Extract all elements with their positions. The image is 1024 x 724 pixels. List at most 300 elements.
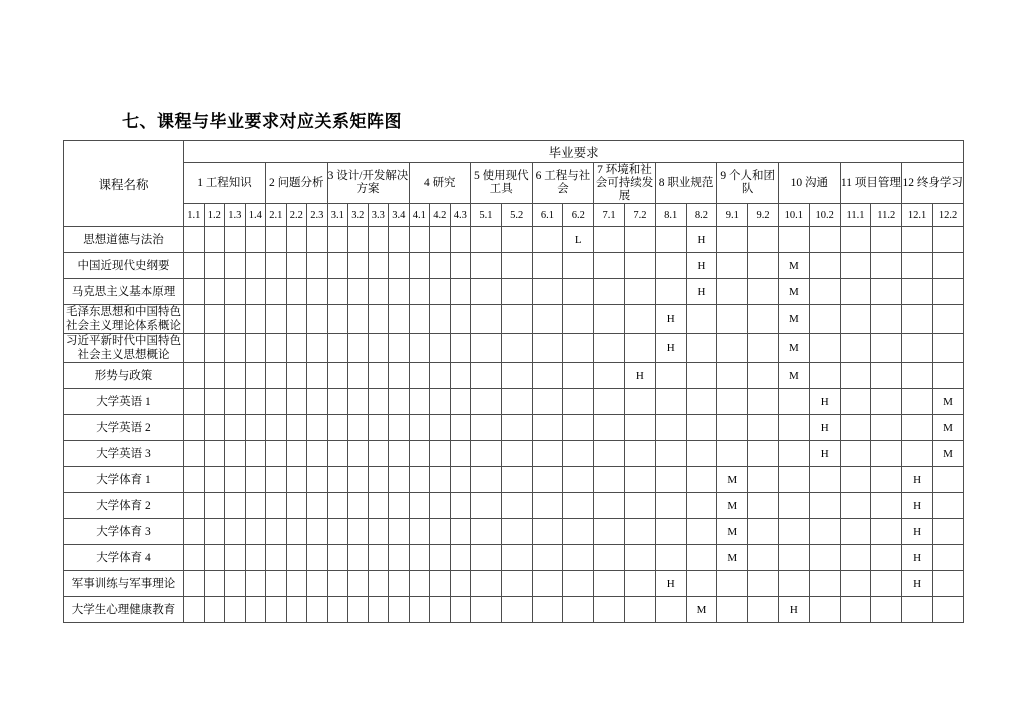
matrix-cell-5.2 <box>501 305 532 334</box>
matrix-cell-1.1 <box>184 415 205 441</box>
matrix-cell-12.2 <box>932 519 963 545</box>
matrix-cell-3.4 <box>389 519 410 545</box>
matrix-cell-7.2 <box>624 467 655 493</box>
matrix-cell-5.1 <box>471 227 502 253</box>
indicator-header-1.2: 1.2 <box>204 204 225 227</box>
matrix-cell-3.3 <box>368 519 389 545</box>
matrix-cell-1.3 <box>225 389 246 415</box>
matrix-cell-2.2 <box>286 253 307 279</box>
matrix-cell-10.2: H <box>809 389 840 415</box>
indicator-header-2.3: 2.3 <box>307 204 328 227</box>
matrix-cell-1.4 <box>245 415 266 441</box>
matrix-cell-10.2 <box>809 253 840 279</box>
table-row <box>64 279 964 305</box>
matrix-cell-1.4 <box>245 467 266 493</box>
matrix-cell-12.2 <box>932 467 963 493</box>
matrix-cell-1.1 <box>184 441 205 467</box>
matrix-cell-10.1 <box>778 545 809 571</box>
matrix-cell-3.2 <box>348 389 369 415</box>
matrix-cell-11.1 <box>840 441 871 467</box>
matrix-cell-8.2: H <box>686 279 717 305</box>
matrix-cell-3.2 <box>348 467 369 493</box>
matrix-cell-8.2 <box>686 415 717 441</box>
matrix-cell-5.2 <box>501 415 532 441</box>
course-name-cell: 中国近现代史纲要 <box>64 253 184 279</box>
matrix-cell-1.4 <box>245 571 266 597</box>
matrix-cell-12.1 <box>902 305 933 334</box>
matrix-cell-4.2 <box>430 305 451 334</box>
matrix-cell-11.1 <box>840 493 871 519</box>
matrix-cell-4.2 <box>430 597 451 623</box>
matrix-cell-1.1 <box>184 545 205 571</box>
matrix-cell-1.2 <box>204 493 225 519</box>
matrix-cell-8.1: H <box>655 305 686 334</box>
matrix-cell-11.2 <box>871 519 902 545</box>
matrix-cell-7.1 <box>594 467 625 493</box>
matrix-cell-8.2 <box>686 571 717 597</box>
matrix-cell-2.1 <box>266 571 287 597</box>
group-header-7: 7 环境和社会可持续发展 <box>594 163 656 204</box>
matrix-body <box>64 227 964 623</box>
matrix-cell-7.2 <box>624 305 655 334</box>
matrix-cell-2.3 <box>307 519 328 545</box>
matrix-cell-2.1 <box>266 415 287 441</box>
matrix-cell-12.1: H <box>902 571 933 597</box>
indicator-header-6.2: 6.2 <box>563 204 594 227</box>
matrix-cell-6.2 <box>563 441 594 467</box>
matrix-cell-2.1 <box>266 441 287 467</box>
matrix-cell-11.1 <box>840 571 871 597</box>
table-row <box>64 227 964 253</box>
matrix-cell-6.2 <box>563 389 594 415</box>
matrix-cell-7.2 <box>624 415 655 441</box>
matrix-cell-3.4 <box>389 493 410 519</box>
matrix-cell-5.2 <box>501 467 532 493</box>
matrix-cell-12.2 <box>932 305 963 334</box>
matrix-cell-3.1 <box>327 493 348 519</box>
matrix-cell-9.1 <box>717 305 748 334</box>
matrix-cell-7.1 <box>594 571 625 597</box>
matrix-cell-1.3 <box>225 467 246 493</box>
course-name-cell: 大学体育 2 <box>64 493 184 519</box>
table-row <box>64 389 964 415</box>
matrix-cell-4.1 <box>409 441 430 467</box>
matrix-cell-1.2 <box>204 334 225 363</box>
course-name-cell: 大学体育 3 <box>64 519 184 545</box>
matrix-cell-9.2 <box>748 415 779 441</box>
group-header-4: 4 研究 <box>409 163 471 204</box>
header-row-top <box>64 141 964 163</box>
matrix-cell-6.1 <box>532 334 563 363</box>
matrix-cell-7.2 <box>624 441 655 467</box>
matrix-cell-3.2 <box>348 279 369 305</box>
matrix-cell-3.1 <box>327 334 348 363</box>
matrix-cell-1.1 <box>184 279 205 305</box>
matrix-cell-2.2 <box>286 415 307 441</box>
matrix-cell-3.2 <box>348 253 369 279</box>
matrix-cell-3.2 <box>348 363 369 389</box>
matrix-cell-5.2 <box>501 441 532 467</box>
matrix-cell-12.1: H <box>902 467 933 493</box>
matrix-cell-11.1 <box>840 253 871 279</box>
matrix-cell-4.2 <box>430 519 451 545</box>
matrix-cell-3.1 <box>327 363 348 389</box>
matrix-cell-4.2 <box>430 389 451 415</box>
matrix-cell-1.1 <box>184 493 205 519</box>
matrix-cell-2.2 <box>286 545 307 571</box>
matrix-cell-3.1 <box>327 279 348 305</box>
matrix-cell-3.3 <box>368 493 389 519</box>
matrix-cell-11.1 <box>840 597 871 623</box>
matrix-cell-1.3 <box>225 305 246 334</box>
matrix-cell-1.2 <box>204 389 225 415</box>
matrix-cell-1.2 <box>204 227 225 253</box>
matrix-cell-2.2 <box>286 305 307 334</box>
matrix-cell-3.4 <box>389 597 410 623</box>
matrix-cell-8.1 <box>655 441 686 467</box>
matrix-cell-9.1 <box>717 389 748 415</box>
matrix-cell-9.2 <box>748 305 779 334</box>
table-row <box>64 519 964 545</box>
matrix-cell-10.2 <box>809 597 840 623</box>
course-name-cell: 大学体育 4 <box>64 545 184 571</box>
matrix-cell-8.2 <box>686 305 717 334</box>
matrix-cell-10.1 <box>778 519 809 545</box>
matrix-cell-1.2 <box>204 519 225 545</box>
matrix-cell-4.1 <box>409 545 430 571</box>
matrix-cell-8.2 <box>686 334 717 363</box>
matrix-cell-1.1 <box>184 571 205 597</box>
matrix-cell-9.2 <box>748 441 779 467</box>
matrix-cell-6.2 <box>563 363 594 389</box>
matrix-cell-7.1 <box>594 279 625 305</box>
matrix-cell-4.1 <box>409 415 430 441</box>
matrix-cell-5.2 <box>501 519 532 545</box>
matrix-cell-4.2 <box>430 493 451 519</box>
matrix-cell-12.1 <box>902 253 933 279</box>
matrix-cell-4.2 <box>430 253 451 279</box>
matrix-cell-3.2 <box>348 441 369 467</box>
course-name-cell: 大学英语 3 <box>64 441 184 467</box>
matrix-cell-8.1 <box>655 545 686 571</box>
matrix-cell-11.2 <box>871 571 902 597</box>
matrix-cell-8.2 <box>686 545 717 571</box>
course-name-cell: 马克思主义基本原理 <box>64 279 184 305</box>
matrix-cell-9.1: M <box>717 493 748 519</box>
matrix-cell-7.1 <box>594 415 625 441</box>
matrix-cell-8.1 <box>655 279 686 305</box>
table-row <box>64 441 964 467</box>
matrix-cell-7.2 <box>624 493 655 519</box>
matrix-cell-9.1 <box>717 363 748 389</box>
matrix-cell-8.1 <box>655 389 686 415</box>
matrix-cell-7.1 <box>594 227 625 253</box>
matrix-cell-3.4 <box>389 334 410 363</box>
matrix-cell-12.2 <box>932 363 963 389</box>
matrix-cell-1.3 <box>225 597 246 623</box>
matrix-cell-8.2: M <box>686 597 717 623</box>
indicator-header-9.2: 9.2 <box>748 204 779 227</box>
matrix-cell-6.2 <box>563 305 594 334</box>
indicator-header-5.2: 5.2 <box>501 204 532 227</box>
matrix-cell-5.1 <box>471 597 502 623</box>
matrix-cell-11.1 <box>840 279 871 305</box>
matrix-cell-10.2 <box>809 467 840 493</box>
matrix-cell-1.1 <box>184 253 205 279</box>
matrix-cell-3.3 <box>368 467 389 493</box>
matrix-cell-8.2 <box>686 519 717 545</box>
matrix-cell-9.2 <box>748 467 779 493</box>
matrix-cell-3.2 <box>348 415 369 441</box>
matrix-cell-2.3 <box>307 571 328 597</box>
matrix-cell-6.2 <box>563 467 594 493</box>
matrix-cell-4.3 <box>450 493 471 519</box>
group-header-2: 2 问题分析 <box>266 163 328 204</box>
matrix-cell-4.3 <box>450 519 471 545</box>
matrix-cell-4.2 <box>430 415 451 441</box>
matrix-cell-11.1 <box>840 334 871 363</box>
matrix-cell-3.3 <box>368 441 389 467</box>
group-header-1: 1 工程知识 <box>184 163 266 204</box>
matrix-cell-11.2 <box>871 253 902 279</box>
matrix-cell-9.2 <box>748 227 779 253</box>
matrix-cell-12.1: H <box>902 545 933 571</box>
matrix-cell-5.1 <box>471 441 502 467</box>
matrix-cell-10.1: H <box>778 597 809 623</box>
matrix-cell-6.1 <box>532 519 563 545</box>
matrix-cell-2.2 <box>286 519 307 545</box>
matrix-cell-3.3 <box>368 279 389 305</box>
matrix-cell-4.2 <box>430 227 451 253</box>
matrix-cell-10.1 <box>778 389 809 415</box>
indicator-header-3.1: 3.1 <box>327 204 348 227</box>
matrix-cell-5.1 <box>471 389 502 415</box>
matrix-cell-9.2 <box>748 597 779 623</box>
indicator-header-5.1: 5.1 <box>471 204 502 227</box>
matrix-cell-3.2 <box>348 545 369 571</box>
matrix-cell-12.2 <box>932 227 963 253</box>
indicator-header-11.1: 11.1 <box>840 204 871 227</box>
course-name-cell: 大学生心理健康教育 <box>64 597 184 623</box>
matrix-cell-6.2 <box>563 597 594 623</box>
course-name-cell: 军事训练与军事理论 <box>64 571 184 597</box>
matrix-cell-12.1 <box>902 363 933 389</box>
matrix-cell-6.2 <box>563 519 594 545</box>
table-row <box>64 545 964 571</box>
table-row <box>64 467 964 493</box>
indicator-header-12.1: 12.1 <box>902 204 933 227</box>
matrix-cell-8.2 <box>686 363 717 389</box>
matrix-cell-1.3 <box>225 227 246 253</box>
matrix-cell-7.1 <box>594 519 625 545</box>
matrix-cell-4.1 <box>409 279 430 305</box>
matrix-cell-12.2: M <box>932 415 963 441</box>
matrix-cell-10.2: H <box>809 441 840 467</box>
matrix-cell-7.1 <box>594 334 625 363</box>
indicator-header-2.2: 2.2 <box>286 204 307 227</box>
matrix-cell-5.1 <box>471 334 502 363</box>
matrix-cell-9.1: M <box>717 467 748 493</box>
matrix-cell-2.3 <box>307 493 328 519</box>
matrix-cell-4.1 <box>409 571 430 597</box>
matrix-cell-12.1 <box>902 334 933 363</box>
matrix-cell-3.1 <box>327 305 348 334</box>
matrix-cell-6.1 <box>532 279 563 305</box>
matrix-cell-3.4 <box>389 227 410 253</box>
matrix-cell-3.3 <box>368 545 389 571</box>
matrix-cell-3.1 <box>327 415 348 441</box>
matrix-cell-1.1 <box>184 334 205 363</box>
matrix-cell-2.2 <box>286 441 307 467</box>
matrix-cell-9.1 <box>717 441 748 467</box>
matrix-cell-12.2: M <box>932 441 963 467</box>
matrix-cell-7.2 <box>624 571 655 597</box>
matrix-cell-5.2 <box>501 571 532 597</box>
matrix-cell-7.2 <box>624 279 655 305</box>
course-requirement-matrix-table <box>63 140 964 623</box>
matrix-cell-4.1 <box>409 363 430 389</box>
matrix-cell-5.1 <box>471 493 502 519</box>
matrix-cell-4.1 <box>409 467 430 493</box>
matrix-cell-3.2 <box>348 493 369 519</box>
header-row-groups <box>64 163 964 204</box>
matrix-cell-5.1 <box>471 253 502 279</box>
matrix-cell-4.2 <box>430 441 451 467</box>
matrix-cell-8.1 <box>655 253 686 279</box>
matrix-cell-4.2 <box>430 334 451 363</box>
matrix-cell-10.2 <box>809 571 840 597</box>
matrix-cell-3.4 <box>389 279 410 305</box>
matrix-cell-5.1 <box>471 545 502 571</box>
matrix-cell-11.2 <box>871 467 902 493</box>
matrix-cell-6.1 <box>532 441 563 467</box>
matrix-cell-1.4 <box>245 597 266 623</box>
matrix-cell-2.3 <box>307 467 328 493</box>
matrix-cell-3.3 <box>368 389 389 415</box>
matrix-cell-12.1 <box>902 389 933 415</box>
matrix-cell-9.2 <box>748 279 779 305</box>
indicator-header-1.4: 1.4 <box>245 204 266 227</box>
matrix-cell-12.2 <box>932 597 963 623</box>
matrix-cell-3.4 <box>389 467 410 493</box>
matrix-cell-2.1 <box>266 279 287 305</box>
matrix-cell-10.2 <box>809 279 840 305</box>
matrix-cell-8.1: H <box>655 571 686 597</box>
matrix-cell-1.2 <box>204 597 225 623</box>
indicator-header-8.1: 8.1 <box>655 204 686 227</box>
matrix-cell-9.1: M <box>717 545 748 571</box>
matrix-cell-4.2 <box>430 467 451 493</box>
matrix-cell-6.1 <box>532 363 563 389</box>
matrix-cell-3.3 <box>368 597 389 623</box>
matrix-cell-3.1 <box>327 519 348 545</box>
indicator-header-7.2: 7.2 <box>624 204 655 227</box>
matrix-cell-8.1 <box>655 493 686 519</box>
matrix-cell-2.2 <box>286 571 307 597</box>
matrix-cell-3.1 <box>327 441 348 467</box>
group-header-10: 10 沟通 <box>778 163 840 204</box>
matrix-cell-3.3 <box>368 305 389 334</box>
matrix-cell-7.2 <box>624 597 655 623</box>
matrix-cell-9.2 <box>748 571 779 597</box>
matrix-cell-4.3 <box>450 597 471 623</box>
matrix-cell-11.2 <box>871 334 902 363</box>
matrix-cell-2.3 <box>307 253 328 279</box>
group-header-6: 6 工程与社会 <box>532 163 594 204</box>
matrix-cell-10.1 <box>778 571 809 597</box>
table-row <box>64 253 964 279</box>
matrix-cell-11.2 <box>871 545 902 571</box>
matrix-cell-1.3 <box>225 441 246 467</box>
matrix-cell-10.2 <box>809 227 840 253</box>
matrix-cell-10.1 <box>778 467 809 493</box>
matrix-cell-4.3 <box>450 363 471 389</box>
matrix-cell-9.1 <box>717 334 748 363</box>
matrix-cell-3.1 <box>327 227 348 253</box>
page-title: 七、课程与毕业要求对应关系矩阵图 <box>122 112 402 131</box>
matrix-cell-11.1 <box>840 227 871 253</box>
table-row <box>64 571 964 597</box>
matrix-cell-8.1 <box>655 227 686 253</box>
matrix-cell-3.4 <box>389 363 410 389</box>
group-header-9: 9 个人和团队 <box>717 163 779 204</box>
matrix-cell-11.1 <box>840 545 871 571</box>
matrix-cell-7.2 <box>624 227 655 253</box>
matrix-cell-5.2 <box>501 389 532 415</box>
matrix-cell-6.2: L <box>563 227 594 253</box>
matrix-cell-1.1 <box>184 363 205 389</box>
matrix-cell-1.2 <box>204 545 225 571</box>
matrix-cell-4.3 <box>450 571 471 597</box>
matrix-cell-5.1 <box>471 571 502 597</box>
matrix-cell-1.2 <box>204 253 225 279</box>
matrix-cell-2.3 <box>307 334 328 363</box>
matrix-cell-1.3 <box>225 519 246 545</box>
matrix-cell-1.3 <box>225 279 246 305</box>
matrix-cell-10.1 <box>778 441 809 467</box>
matrix-cell-1.2 <box>204 571 225 597</box>
matrix-cell-10.1 <box>778 415 809 441</box>
matrix-cell-11.2 <box>871 597 902 623</box>
header-row-indicators <box>64 204 964 227</box>
matrix-cell-3.4 <box>389 253 410 279</box>
matrix-cell-3.1 <box>327 253 348 279</box>
matrix-cell-8.2: H <box>686 227 717 253</box>
matrix-cell-8.2 <box>686 441 717 467</box>
matrix-cell-3.3 <box>368 415 389 441</box>
matrix-cell-11.2 <box>871 363 902 389</box>
indicator-header-4.1: 4.1 <box>409 204 430 227</box>
table-row <box>64 493 964 519</box>
matrix-cell-4.1 <box>409 519 430 545</box>
matrix-cell-9.2 <box>748 389 779 415</box>
matrix-cell-2.3 <box>307 415 328 441</box>
matrix-cell-6.1 <box>532 597 563 623</box>
matrix-cell-9.2 <box>748 334 779 363</box>
matrix-cell-5.1 <box>471 305 502 334</box>
matrix-cell-1.1 <box>184 519 205 545</box>
matrix-cell-8.2 <box>686 389 717 415</box>
indicator-header-8.2: 8.2 <box>686 204 717 227</box>
matrix-cell-9.1 <box>717 597 748 623</box>
matrix-cell-1.3 <box>225 545 246 571</box>
matrix-cell-8.1 <box>655 597 686 623</box>
matrix-cell-3.1 <box>327 545 348 571</box>
matrix-cell-5.2 <box>501 545 532 571</box>
matrix-cell-11.2 <box>871 227 902 253</box>
matrix-cell-1.4 <box>245 253 266 279</box>
indicator-header-9.1: 9.1 <box>717 204 748 227</box>
